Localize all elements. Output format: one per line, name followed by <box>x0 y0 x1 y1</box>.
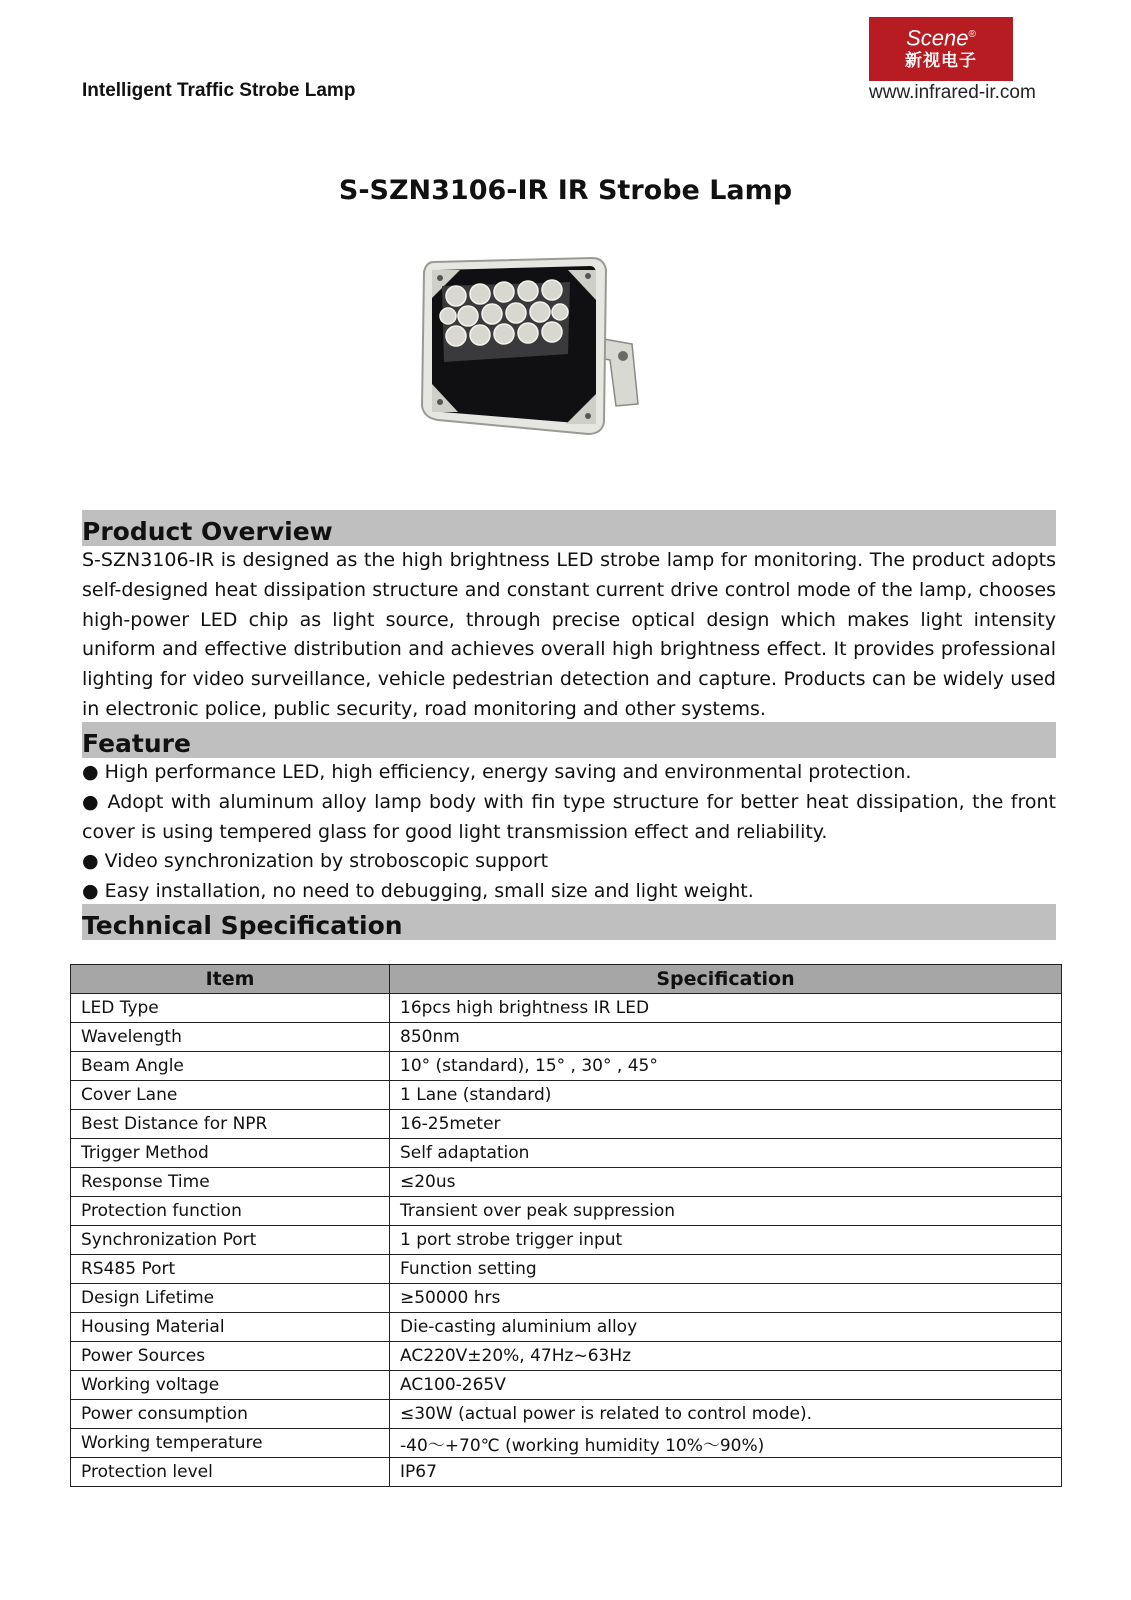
table-row <box>71 1226 1062 1255</box>
spec-value: Function setting <box>390 1255 1062 1284</box>
table-header-row <box>71 965 1062 994</box>
feature-list <box>82 758 1056 907</box>
table-row <box>71 1197 1062 1226</box>
brand-logo <box>869 17 1013 81</box>
section-heading-feature: Feature <box>82 722 1056 758</box>
column-header-item: Item <box>71 965 390 994</box>
table-row <box>71 1255 1062 1284</box>
list-item: ● Video synchronization by stroboscopic support <box>82 850 549 873</box>
registered-mark: ® <box>968 29 976 40</box>
spec-item: Best Distance for NPR <box>71 1110 390 1139</box>
spec-value: ≤30W (actual power is related to control mode). <box>390 1400 1062 1429</box>
spec-item: Trigger Method <box>71 1139 390 1168</box>
spec-item: Design Lifetime <box>71 1284 390 1313</box>
logo-text-en: Scene <box>906 25 969 51</box>
column-header-spec: Specification <box>390 965 1062 994</box>
spec-value: Self adaptation <box>390 1139 1062 1168</box>
section-heading-overview: Product Overview <box>82 510 1056 546</box>
spec-value: ≥50000 hrs <box>390 1284 1062 1313</box>
table-row <box>71 1429 1062 1458</box>
spec-item: Working voltage <box>71 1371 390 1400</box>
table-row <box>71 1023 1062 1052</box>
spec-value: AC220V±20%, 47Hz~63Hz <box>390 1342 1062 1371</box>
table-row <box>71 1400 1062 1429</box>
list-item: ● Adopt with aluminum alloy lamp body with fin type structure for better heat dissipation, the front cover is using tempered glass for good light transmission effect and reliability. <box>82 790 1056 843</box>
spec-value: -40～+70℃ (working humidity 10%～90%) <box>390 1429 1062 1458</box>
table-row <box>71 1168 1062 1197</box>
overview-text: S-SZN3106-IR is designed as the high brightness LED strobe lamp for monitoring. The product adopts self-designed heat dissipation structure and constant current drive control mode of the lamp, chooses high-power LED chip as light source, through precise optical design which makes light intensity uniform and effective distribution and achieves overall high brightness effect. It provides professional lighting for video surveillance, vehicle pedestrian detection and capture. Products can be widely used in electronic police, public security, road monitoring and other systems. <box>82 549 1056 720</box>
section-heading-spec: Technical Specification <box>82 904 1056 940</box>
table-row <box>71 1052 1062 1081</box>
spec-item: Power consumption <box>71 1400 390 1429</box>
spec-value: 1 Lane (standard) <box>390 1081 1062 1110</box>
table-row <box>71 994 1062 1023</box>
spec-value: 16pcs high brightness IR LED <box>390 994 1062 1023</box>
table-row <box>71 1342 1062 1371</box>
spec-item: RS485 Port <box>71 1255 390 1284</box>
spec-item: Working temperature <box>71 1429 390 1458</box>
spec-value: Transient over peak suppression <box>390 1197 1062 1226</box>
spec-item: Beam Angle <box>71 1052 390 1081</box>
spec-value: AC100-265V <box>390 1371 1062 1400</box>
spec-value: ≤20us <box>390 1168 1062 1197</box>
spec-value: 16-25meter <box>390 1110 1062 1139</box>
spec-item: Power Sources <box>71 1342 390 1371</box>
table-row <box>71 1313 1062 1342</box>
spec-value: Die-casting aluminium alloy <box>390 1313 1062 1342</box>
spec-item: Protection function <box>71 1197 390 1226</box>
spec-value: 1 port strobe trigger input <box>390 1226 1062 1255</box>
spec-item: Response Time <box>71 1168 390 1197</box>
list-item: ● High performance LED, high efficiency, energy saving and environmental protection. <box>82 761 912 783</box>
page-title: S-SZN3106-IR IR Strobe Lamp <box>338 175 793 206</box>
spec-item: Housing Material <box>71 1313 390 1342</box>
list-item: ● Easy installation, no need to debugging, small size and light weight. <box>82 880 754 903</box>
table-row <box>71 1371 1062 1400</box>
spec-item: Wavelength <box>71 1023 390 1052</box>
table-row <box>71 1081 1062 1110</box>
product-image <box>420 256 660 452</box>
spec-item: LED Type <box>71 994 390 1023</box>
overview-paragraph <box>82 546 1056 725</box>
logo-text-cn: 新视电子 <box>905 51 977 71</box>
document-category: Intelligent Traffic Strobe Lamp <box>82 80 356 101</box>
spec-value: IP67 <box>390 1458 1062 1487</box>
spec-item: Synchronization Port <box>71 1226 390 1255</box>
table-row <box>71 1458 1062 1487</box>
spec-value: 850nm <box>390 1023 1062 1052</box>
table-row <box>71 1110 1062 1139</box>
spec-value: 10° (standard), 15° , 30° , 45° <box>390 1052 1062 1081</box>
spec-item: Cover Lane <box>71 1081 390 1110</box>
website-url: www.infrared-ir.com <box>869 82 1036 103</box>
table-row <box>71 1284 1062 1313</box>
spec-item: Protection level <box>71 1458 390 1487</box>
table-row <box>71 1139 1062 1168</box>
spec-table <box>70 964 1062 1487</box>
